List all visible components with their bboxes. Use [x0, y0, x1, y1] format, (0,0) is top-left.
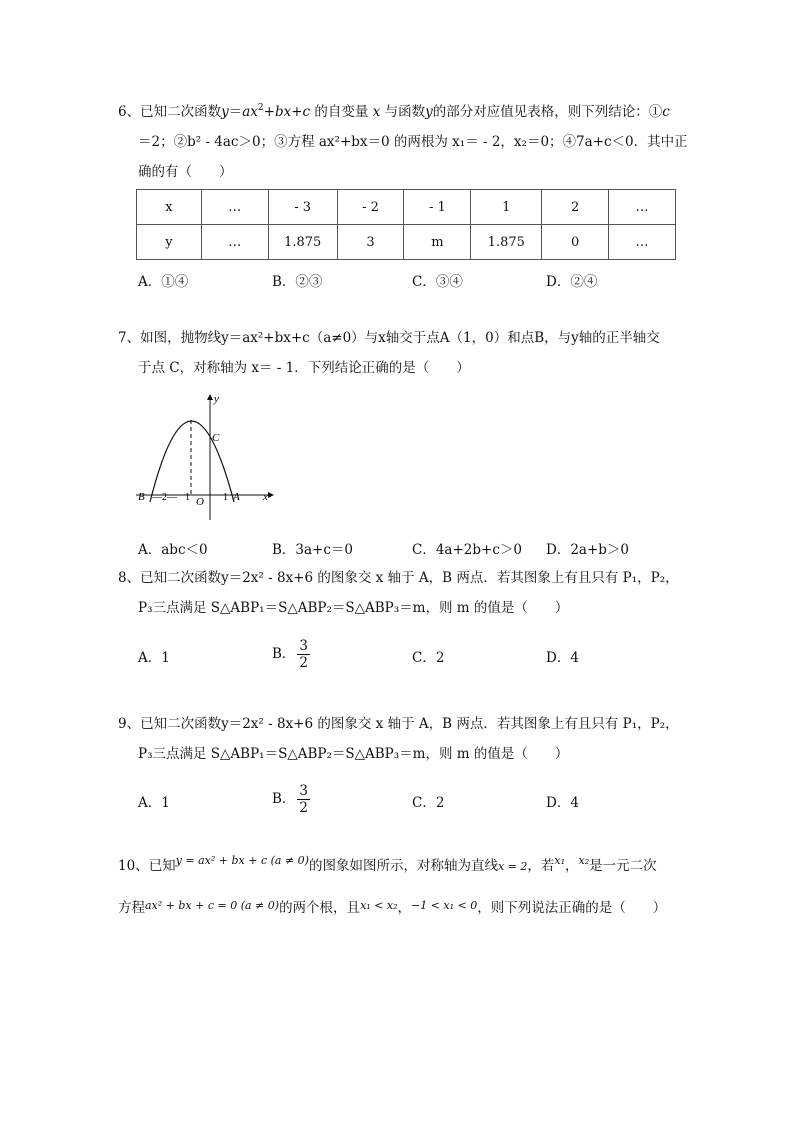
q9-fraction [297, 783, 310, 816]
q6-formula: y [221, 104, 229, 120]
q10-text-f: 方程 [118, 900, 145, 916]
q9-option-c[interactable]: C．2 [412, 795, 445, 811]
q7-option-a[interactable]: A．abc＜0 [138, 542, 208, 558]
q8-option-b-label: B． [272, 646, 296, 662]
q8-line1 [118, 566, 679, 586]
q8-option-a[interactable]: A．1 [138, 650, 170, 666]
table-cell: x [137, 190, 202, 225]
q6-option-a[interactable]: A．①④ [138, 274, 189, 290]
q8-frac-den: 2 [299, 655, 309, 671]
q9-number: 9、 [118, 716, 141, 732]
table-cell: - 1 [404, 190, 471, 225]
table-cell: 1.875 [268, 225, 337, 260]
q8-number: 8、 [118, 570, 141, 586]
q7-parabola-graph [136, 392, 276, 522]
q9-frac-num: 3 [299, 783, 309, 799]
q10-x2: x₂ [578, 854, 590, 867]
q9-line2: P₃三点满足 S△ABP₁＝S△ABP₂＝S△ABP₃＝m，则 m 的值是（ ） [138, 746, 569, 762]
q10-text-a: 已知 [148, 858, 176, 874]
q7-option-c[interactable]: C．4a+2b+c＞0 [412, 542, 522, 558]
q10-text-c: ，若 [527, 858, 555, 874]
q6-text-d: 的部分对应值见表格，则下列结论：① [432, 104, 663, 120]
q6-text-a: 已知二次函数 [140, 104, 222, 120]
q10-formula-1: y = ax² + bx + c (a ≠ 0) [175, 854, 309, 867]
q8-text-1: 已知二次函数y＝2x² - 8x+6 的图象交 x 轴于 A，B 两点．若其图象上有且只有 P₁，P₂， [140, 570, 679, 586]
q10-text-d: ， [565, 858, 579, 874]
q7-option-d[interactable]: D．2a+b＞0 [546, 542, 630, 558]
q10-formula-2: ax² + bx + c = 0 (a ≠ 0) [145, 899, 280, 912]
q9-option-a[interactable]: A．1 [138, 795, 170, 811]
q6-line1: 6、已知二次函数$y=ax^2+bx+c$ 的自变量 x 与函数y的部分对应值见表格，则下列结论：①c [118, 103, 670, 120]
q9-option-b-label: B． [272, 791, 296, 807]
table-cell: - 2 [337, 190, 404, 225]
table-cell: y [137, 225, 202, 260]
table-row [137, 190, 676, 225]
table-cell: 1 [471, 190, 542, 225]
table-cell: 0 [542, 225, 609, 260]
q7-line1 [118, 326, 660, 346]
q8-option-b[interactable] [272, 638, 310, 671]
table-cell: m [404, 225, 471, 260]
label-1: 1 [223, 492, 228, 503]
q10-text-i: ，则下列说法正确的是（ ） [477, 900, 667, 916]
y-axis-arrow [207, 394, 213, 400]
q10-line2 [118, 896, 666, 916]
q9-line1 [118, 712, 679, 732]
table-cell: 3 [337, 225, 404, 260]
q7-option-b[interactable]: B．3a+c＝0 [272, 542, 354, 558]
q10-text-b: 的图象如图所示，对称轴为直线 [308, 858, 498, 874]
q9-option-b[interactable] [272, 783, 310, 816]
q10-text-g: 的两个根，且 [279, 900, 361, 916]
table-cell: 2 [542, 190, 609, 225]
q8-option-c[interactable]: C．2 [412, 650, 445, 666]
label-neg2: —2— [152, 492, 177, 503]
q10-x1: x₁ [554, 854, 566, 867]
q10-number: 10、 [118, 858, 149, 874]
table-cell: … [201, 225, 268, 260]
q6-line2: ＝2；②b² - 4ac＞0；③方程 ax²+bx＝0 的两根为 x₁＝ - 2，x₂＝0；④7a+c＜0．其中正 [138, 134, 688, 150]
q10-text-h: ， [397, 900, 411, 916]
q10-cond-2: −1 < x₁ < 0 [411, 899, 478, 912]
q6-option-d[interactable]: D．②④ [546, 274, 598, 290]
table-row [137, 225, 676, 260]
q10-cond-1: x₁ < x₂ [360, 899, 398, 912]
q7-line2: 于点 C，对称轴为 x＝ - 1．下列结论正确的是（ ） [138, 360, 470, 376]
q10-line1 [118, 854, 657, 874]
q6-text-c: 与函数 [384, 104, 426, 120]
q8-fraction [297, 638, 310, 671]
parabola-curve [150, 421, 234, 502]
q6-number: 6、 [118, 104, 141, 120]
q7-number: 7、 [118, 330, 141, 346]
q6-line3: 确的有（ ） [138, 164, 233, 180]
table-cell: … [609, 225, 676, 260]
x-axis-arrow [268, 492, 274, 498]
q8-option-d[interactable]: D．4 [546, 650, 579, 666]
q6-text-b: 的自变量 [314, 104, 369, 120]
label-o: O [196, 496, 204, 508]
table-cell: 1.875 [471, 225, 542, 260]
q9-frac-den: 2 [299, 800, 309, 816]
label-a: A [233, 491, 240, 503]
q10-axis: x = 2 [497, 860, 528, 873]
table-cell: … [609, 190, 676, 225]
label-neg1: 1 [185, 492, 190, 503]
table-cell: - 3 [268, 190, 337, 225]
q9-option-d[interactable]: D．4 [546, 795, 579, 811]
q6-value-table [136, 189, 676, 260]
label-b: B [138, 491, 145, 503]
table-cell: … [201, 190, 268, 225]
q7-text-1: 如图，抛物线y＝ax²+bx+c（a≠0）与x轴交于点A（1，0）和点B，与y轴的正半轴交 [140, 330, 660, 346]
label-c: C [212, 432, 220, 444]
q8-frac-num: 3 [299, 638, 309, 654]
q6-option-c[interactable]: C．③④ [412, 274, 463, 290]
q9-text-1: 已知二次函数y＝2x² - 8x+6 的图象交 x 轴于 A，B 两点．若其图象上有且只有 P₁，P₂， [140, 716, 679, 732]
label-y: y [214, 393, 219, 405]
label-x: x [263, 491, 268, 503]
q10-text-e: 是一元二次 [589, 858, 657, 874]
q6-option-b[interactable]: B．②③ [272, 274, 323, 290]
q8-line2: P₃三点满足 S△ABP₁＝S△ABP₂＝S△ABP₃＝m，则 m 的值是（ ） [138, 600, 569, 616]
